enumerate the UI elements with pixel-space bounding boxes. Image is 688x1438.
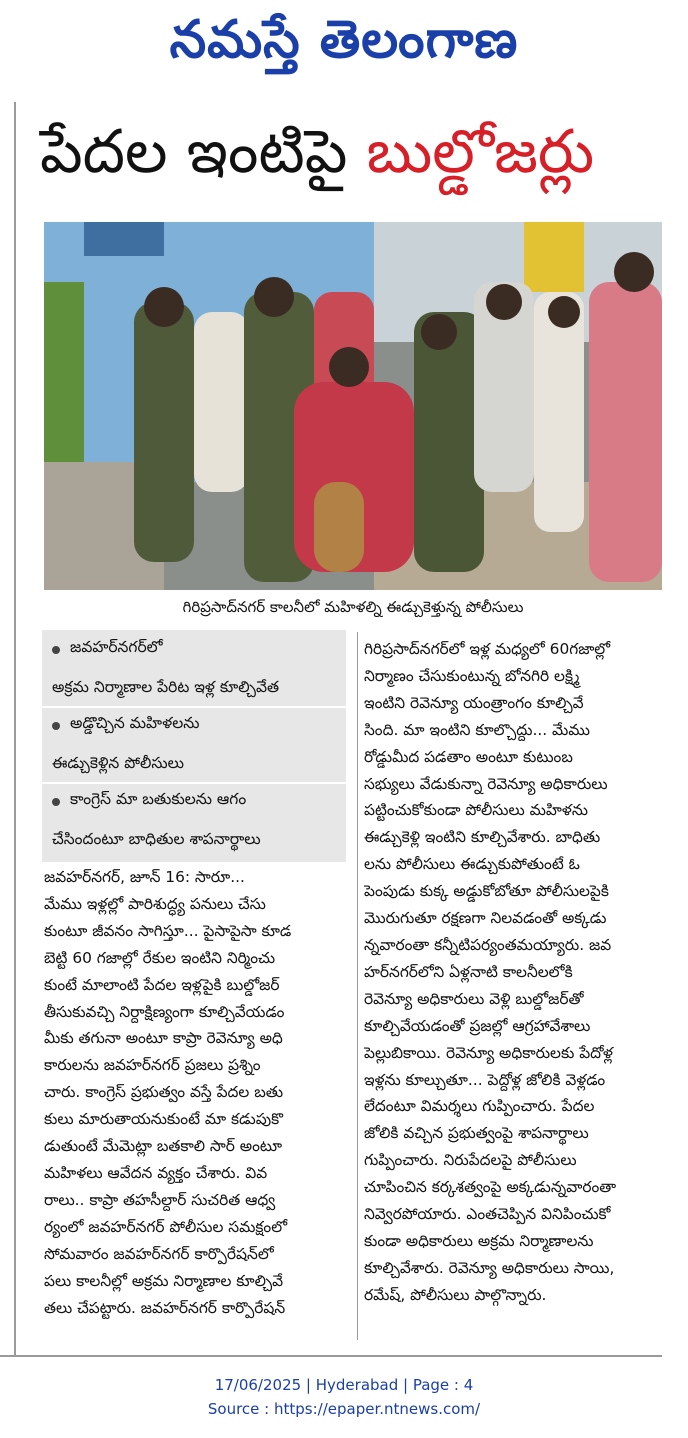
article-text-line: ఇంటిని రెవెన్యూ యంత్రాంగం కూల్చివే	[364, 693, 584, 712]
article-column-left	[44, 864, 349, 1321]
article-text-line: రోడ్డుమీద పడతాం అంటూ కుటుంబ	[364, 747, 573, 766]
article-column-right	[364, 636, 662, 1309]
highlight-line-3: అడ్డొచ్చిన మహిళలను	[70, 714, 200, 732]
footer-date-line: 17/06/2025 | Hyderabad | Page : 4	[214, 1376, 474, 1394]
article-text-line: బెట్టి 60 గజాల్లో రేకుల ఇంటిని నిర్మించు	[44, 948, 276, 967]
article-text-line: సోమవారం జవహర్‌నగర్ కార్పొరేషన్‌లో	[44, 1244, 274, 1263]
highlight-line-4: ఈడ్చుకెళ్లిన పోలీసులు	[52, 754, 184, 772]
article-text-line: కులు మారుతాయనుకుంటే మా కడుపుకొ	[44, 1110, 283, 1129]
article-text-line: కుంటూ జీవనం సాగిస్తూ... పైసాపైసా కూడ	[44, 921, 292, 940]
newspaper-masthead: నమస్తే తెలంగాణ	[169, 9, 519, 70]
article-text-line: తీసుకువచ్చి నిర్దాక్షిణ్యంగా కూల్చివేయడం	[44, 1002, 285, 1021]
article-text-line: హర్‌నగర్‌లోని ఏళ్లనాటి కాలనీలలోకి	[364, 962, 573, 981]
article-text-line: చారు. కాంగ్రెస్ ప్రభుత్వం వస్తే పేదల బతు	[44, 1083, 284, 1102]
headline-part-1: పేదల ఇంటిపై	[40, 117, 367, 187]
column-divider	[357, 632, 358, 1340]
article-text-line: ఇళ్లను కూల్చుతూ... పెద్దోళ్ల జోలికి వెళ్లడం	[364, 1070, 606, 1089]
article-text-line: డుతుంటే మేమెట్లా బతకాలి సార్ అంటూ	[44, 1137, 283, 1156]
article-text-line: లేదంటూ విమర్శలు గుప్పించారు. పేదల	[364, 1097, 595, 1116]
article-text-line: పట్టించుకోకుండా పోలీసులు మహిళను	[364, 801, 588, 820]
footer-source-line: Source : https://epaper.ntnews.com/	[207, 1400, 481, 1418]
highlight-line-1: జవహర్‌నగర్‌లో	[70, 638, 163, 656]
article-text-line: సింది. మా ఇంటిని కూల్చొద్దు... మేము	[364, 720, 590, 739]
article-text-line: మహిళలు ఆవేదన వ్యక్తం చేశారు. వివ	[44, 1163, 268, 1182]
article-text-line: పెల్లుబికాయి. రెవెన్యూ అధికారులకు పేదోళ్ల	[364, 1043, 613, 1062]
article-text-line: రాలు.. కాప్రా తహసీల్దార్ సుచరిత ఆధ్వ	[44, 1190, 276, 1209]
article-text-line: జోలికి వచ్చిన ప్రభుత్వంపై శాపనార్థాలు	[364, 1124, 589, 1143]
article-text-line: పలు కాలనీల్లో అక్రమ నిర్మాణాల కూల్చివే	[44, 1271, 284, 1290]
left-border-rule	[14, 102, 16, 1357]
article-text-line: ఈడ్చుకెళ్లి ఇంటిని కూల్చివేశారు. బాధితు	[364, 828, 601, 847]
article-text-line: సభ్యులు వేడుకున్నా రెవెన్యూ అధికారులు	[364, 774, 608, 793]
bullet-dot	[52, 798, 60, 806]
article-text-line: పెంపుడు కుక్క అడ్డుకోబోతూ పోలీసులపైకి	[364, 882, 609, 901]
article-text-line: రమేష్, పోలీసులు పాల్గొన్నారు.	[364, 1285, 547, 1304]
article-text-line: మేము ఇళ్లల్లో పారిశుద్ధ్య పనులు చేసు	[44, 894, 266, 913]
highlight-divider	[42, 782, 346, 784]
article-text-line: కూల్చివేశారు. రెవెన్యూ అధికారులు సాయి,	[364, 1258, 615, 1277]
photo-caption: గిరిప్రసాద్‌నగర్ కాలనీలో మహిళల్ని ఈడ్చుకెళ్తున్న పోలీసులు	[182, 598, 524, 616]
highlight-divider	[42, 706, 346, 708]
article-text-line: తలు చేపట్టారు. జవహర్‌నగర్ కార్పొరేషన్	[44, 1298, 286, 1317]
article-text-line: రెవెన్యూ అధికారులు వెళ్లి బుల్డోజర్‌తో	[364, 989, 584, 1008]
highlight-line-6: చేసిందంటూ బాధితుల శాపనార్థాలు	[52, 830, 261, 848]
article-text-line: చూపించిన కర్కశత్వంపై అక్కడున్నవారంతా	[364, 1178, 617, 1197]
news-photo	[44, 222, 662, 590]
article-text-line: నిర్మాణం చేసుకుంటున్న బోనగిరి లక్ష్మి	[364, 666, 580, 685]
bullet-dot	[52, 722, 60, 730]
article-text-line: జవహర్‌నగర్, జూన్ 16: సారూ...	[44, 868, 245, 886]
article-text-line: ర్యంలో జవహర్‌నగర్ పోలీసుల సమక్షంలో	[44, 1217, 288, 1236]
article-text-line: నివ్వెరపోయారు. ఎంతచెప్పిన వినిపించుకో	[364, 1205, 611, 1224]
article-text-line: మీకు తగునా అంటూ కాప్రా రెవెన్యూ అధి	[44, 1029, 283, 1048]
article-text-line: మొరుగుతూ రక్షణగా నిలవడంతో అక్కడు	[364, 909, 607, 928]
bullet-dot	[52, 646, 60, 654]
headline-part-2: బుల్డోజర్లు	[366, 117, 595, 187]
highlights-box	[42, 630, 346, 862]
article-text-line: కుంటే మాలాంటి పేదల ఇళ్లపైకి బుల్డోజర్	[44, 975, 280, 994]
article-text-line: కారులను జవహర్‌నగర్ ప్రజలు ప్రశ్నిం	[44, 1056, 261, 1075]
article-text-line: గుప్పించారు. నిరుపేదలపై పోలీసులు	[364, 1151, 577, 1170]
highlight-line-5: కాంగ్రెస్ మా బతుకులను ఆగం	[70, 790, 247, 808]
article-text-line: కుండా అధికారులు అక్రమ నిర్మాణాలను	[364, 1231, 594, 1250]
article-text-line: లను పోలీసులు ఈడ్చుకుపోతుంటే ఓ	[364, 855, 580, 874]
article-headline	[40, 108, 670, 196]
article-text-line: న్నవారంతా కన్నీటిపర్యంతమయ్యారు. జవ	[364, 935, 612, 954]
bottom-rule	[0, 1355, 662, 1357]
article-text-line: గిరిప్రసాద్‌నగర్‌లో ఇళ్ల మధ్యలో 60గజాల్లో	[364, 640, 611, 658]
highlight-line-2: అక్రమ నిర్మాణాల పేరిట ఇళ్ల కూల్చివేత	[52, 678, 280, 696]
article-text-line: కూల్చివేయడంతో ప్రజల్లో ఆగ్రహావేశాలు	[364, 1016, 591, 1035]
